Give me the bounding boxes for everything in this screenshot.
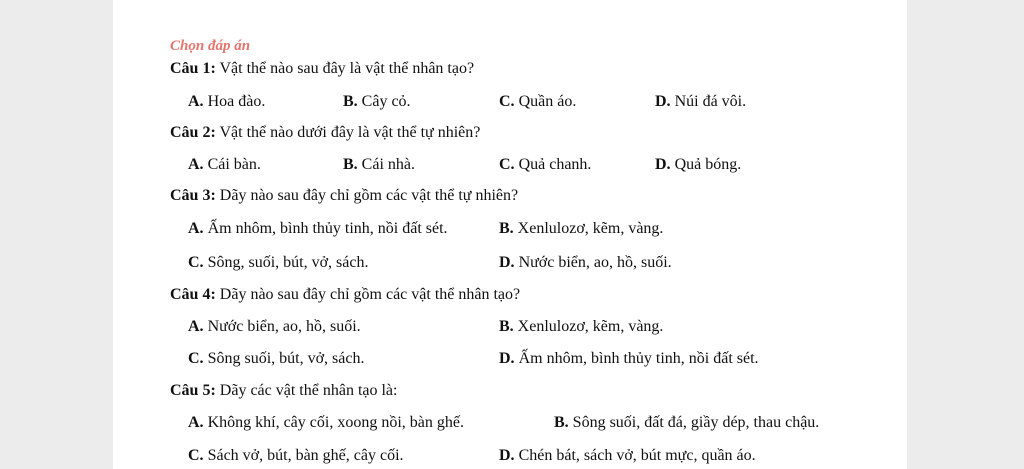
question-2-label: Câu 2: (170, 124, 216, 141)
question-4-text: Dãy nào sau đây chỉ gồm các vật thể nhân tạo? (219, 286, 521, 303)
q2-option-b (343, 155, 415, 175)
option-text: Quả bóng. (674, 156, 742, 173)
q3-option-b (499, 219, 663, 239)
q1-option-a (188, 92, 265, 112)
option-text: Xenlulozơ, kẽm, vàng. (517, 318, 664, 335)
q2-option-a (188, 155, 261, 175)
q4-option-a (188, 317, 361, 337)
question-2-text: Vật thể nào dưới đây là vật thể tự nhiên? (219, 124, 481, 141)
option-letter: A. (188, 156, 204, 173)
q5-option-a (188, 413, 464, 433)
question-5 (170, 381, 397, 401)
option-letter: C. (188, 254, 204, 271)
option-text: Cái bàn. (207, 156, 261, 173)
question-5-text: Dãy các vật thể nhân tạo là: (219, 382, 398, 399)
option-letter: D. (655, 93, 671, 110)
option-letter: C. (188, 447, 204, 464)
q1-option-c (499, 92, 576, 112)
q2-option-d (655, 155, 741, 175)
option-text: Quần áo. (518, 93, 577, 110)
q3-option-d (499, 253, 672, 273)
option-text: Ấm nhôm, bình thủy tinh, nồi đất sét. (207, 220, 448, 237)
option-letter: A. (188, 414, 204, 431)
option-text: Núi đá vôi. (674, 93, 747, 110)
option-letter: B. (499, 220, 514, 237)
option-text: Cây cỏ. (361, 93, 411, 110)
q2-option-c (499, 155, 591, 175)
option-letter: D. (655, 156, 671, 173)
section-heading: Chọn đáp án (170, 38, 251, 54)
option-text: Sông, suối, bút, vở, sách. (207, 254, 369, 271)
question-2 (170, 123, 480, 143)
question-1 (170, 59, 474, 79)
q5-option-d (499, 446, 756, 466)
q5-option-c (188, 446, 404, 466)
question-3 (170, 186, 518, 206)
q5-option-b (554, 413, 819, 433)
q3-option-a (188, 219, 448, 239)
option-letter: B. (499, 318, 514, 335)
question-4 (170, 285, 520, 305)
q4-option-d (499, 349, 759, 369)
option-text: Không khí, cây cối, xoong nồi, bàn ghế. (207, 414, 464, 431)
option-letter: D. (499, 447, 515, 464)
option-letter: B. (343, 156, 358, 173)
question-1-text: Vật thể nào sau đây là vật thể nhân tạo? (219, 60, 475, 77)
option-text: Nước biển, ao, hồ, suối. (207, 318, 361, 335)
question-3-text: Dãy nào sau đây chỉ gồm các vật thể tự nhiên? (219, 187, 519, 204)
question-3-label: Câu 3: (170, 187, 216, 204)
q1-option-b (343, 92, 411, 112)
option-text: Hoa đào. (207, 93, 266, 110)
option-text: Xenlulozơ, kẽm, vàng. (517, 220, 664, 237)
option-letter: C. (499, 156, 515, 173)
option-text: Cái nhà. (361, 156, 415, 173)
option-text: Sông suối, bút, vở, sách. (207, 350, 365, 367)
q4-option-c (188, 349, 364, 369)
option-letter: B. (554, 414, 569, 431)
option-text: Quả chanh. (518, 156, 592, 173)
option-text: Sông suối, đất đá, giầy dép, thau chậu. (572, 414, 820, 431)
option-letter: A. (188, 220, 204, 237)
question-4-label: Câu 4: (170, 286, 216, 303)
option-letter: D. (499, 350, 515, 367)
question-1-label: Câu 1: (170, 60, 216, 77)
option-letter: A. (188, 93, 204, 110)
option-letter: C. (188, 350, 204, 367)
q3-option-c (188, 253, 368, 273)
option-letter: C. (499, 93, 515, 110)
option-letter: B. (343, 93, 358, 110)
option-letter: D. (499, 254, 515, 271)
option-text: Chén bát, sách vở, bút mực, quần áo. (518, 447, 756, 464)
q1-option-d (655, 92, 746, 112)
option-letter: A. (188, 318, 204, 335)
q4-option-b (499, 317, 663, 337)
question-5-label: Câu 5: (170, 382, 216, 399)
option-text: Nước biển, ao, hồ, suối. (518, 254, 672, 271)
option-text: Ấm nhôm, bình thủy tinh, nồi đất sét. (518, 350, 759, 367)
option-text: Sách vở, bút, bàn ghế, cây cối. (207, 447, 404, 464)
document-page (113, 0, 907, 469)
